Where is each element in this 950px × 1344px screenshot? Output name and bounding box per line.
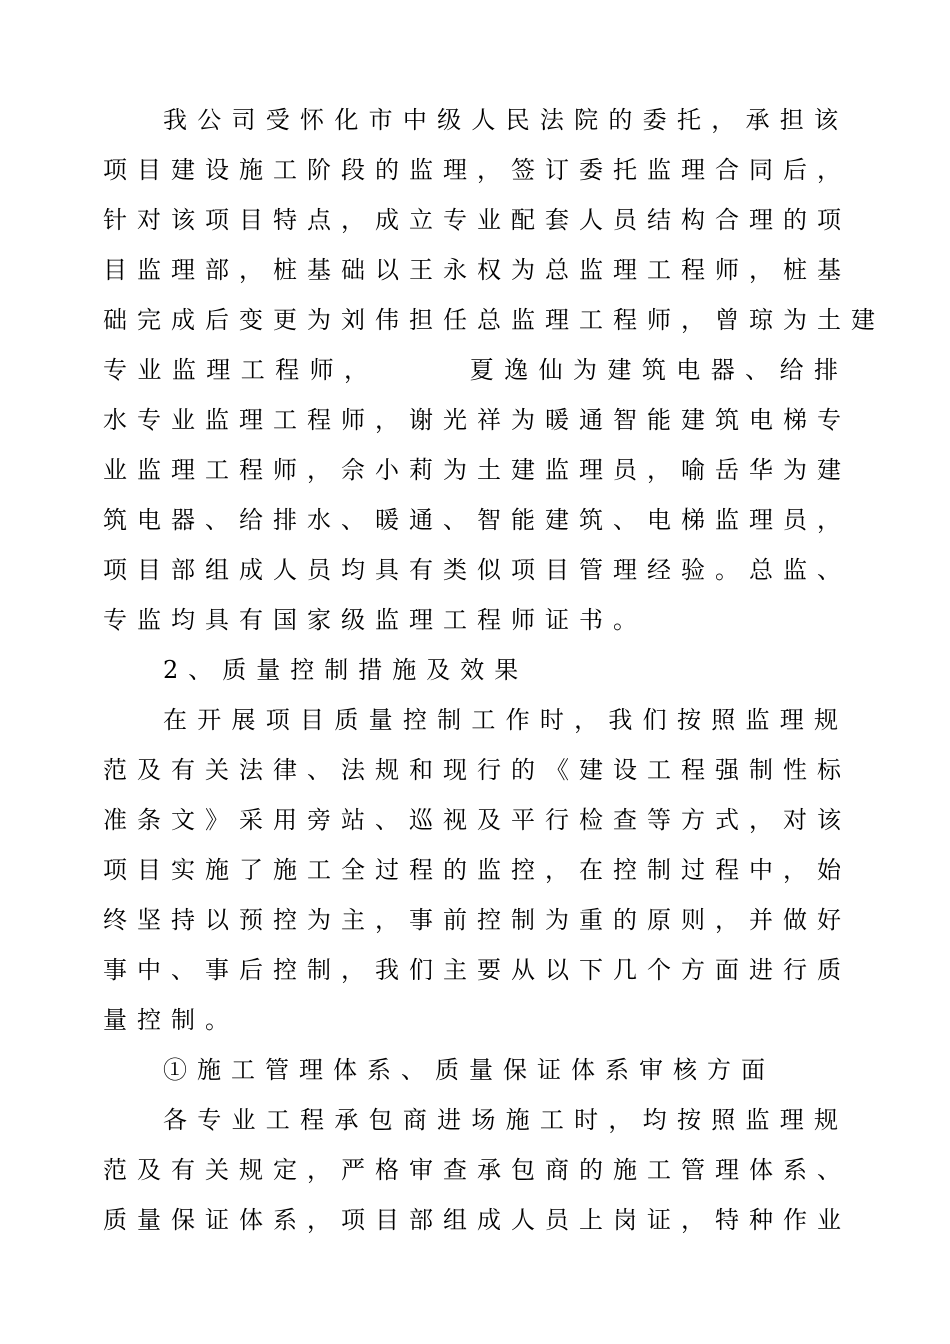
- text-line: 量控制。: [103, 1006, 239, 1034]
- text-line: 业监理工程师，佘小莉为土建监理员，喻岳华为建: [103, 456, 851, 484]
- text-line: 范及有关法律、法规和现行的《建设工程强制性标: [103, 756, 851, 784]
- text-line: 础完成后变更为刘伟担任总监理工程师，曾琼为土建: [103, 306, 885, 334]
- text-line: 筑电器、给排水、暖通、智能建筑、电梯监理员，: [103, 506, 851, 534]
- section-heading: 2、质量控制措施及效果: [163, 656, 529, 684]
- text-line: 目监理部，桩基础以王永权为总监理工程师，桩基: [103, 256, 851, 284]
- text-line: 质量保证体系，项目部组成人员上岗证，特种作业: [103, 1206, 851, 1234]
- text-line: 项目实施了施工全过程的监控，在控制过程中，始: [103, 856, 851, 884]
- text-line: 针对该项目特点，成立专业配套人员结构合理的项: [103, 206, 851, 234]
- text-line: 项目部组成人员均具有类似项目管理经验。总监、: [103, 556, 851, 584]
- text-line: 专监均具有国家级监理工程师证书。: [103, 606, 647, 634]
- text-line: 事中、事后控制，我们主要从以下几个方面进行质: [103, 956, 851, 984]
- text-line: 各专业工程承包商进场施工时，均按照监理规: [163, 1106, 848, 1134]
- text-line: 范及有关规定，严格审查承包商的施工管理体系、: [103, 1156, 851, 1184]
- text-line: 终坚持以预控为主，事前控制为重的原则，并做好: [103, 906, 851, 934]
- text-line: 在开展项目质量控制工作时，我们按照监理规: [163, 706, 848, 734]
- text-line: 专业监理工程师， 夏逸仙为建筑电器、给排: [103, 356, 848, 384]
- text-line: 项目建设施工阶段的监理，签订委托监理合同后，: [103, 156, 851, 184]
- text-line: 我公司受怀化市中级人民法院的委托，承担该: [163, 106, 848, 134]
- text-line: 水专业监理工程师，谢光祥为暖通智能建筑电梯专: [103, 406, 851, 434]
- text-line: 准条文》采用旁站、巡视及平行检查等方式，对该: [103, 806, 851, 834]
- subsection-heading: ①施工管理体系、质量保证体系审核方面: [163, 1056, 775, 1084]
